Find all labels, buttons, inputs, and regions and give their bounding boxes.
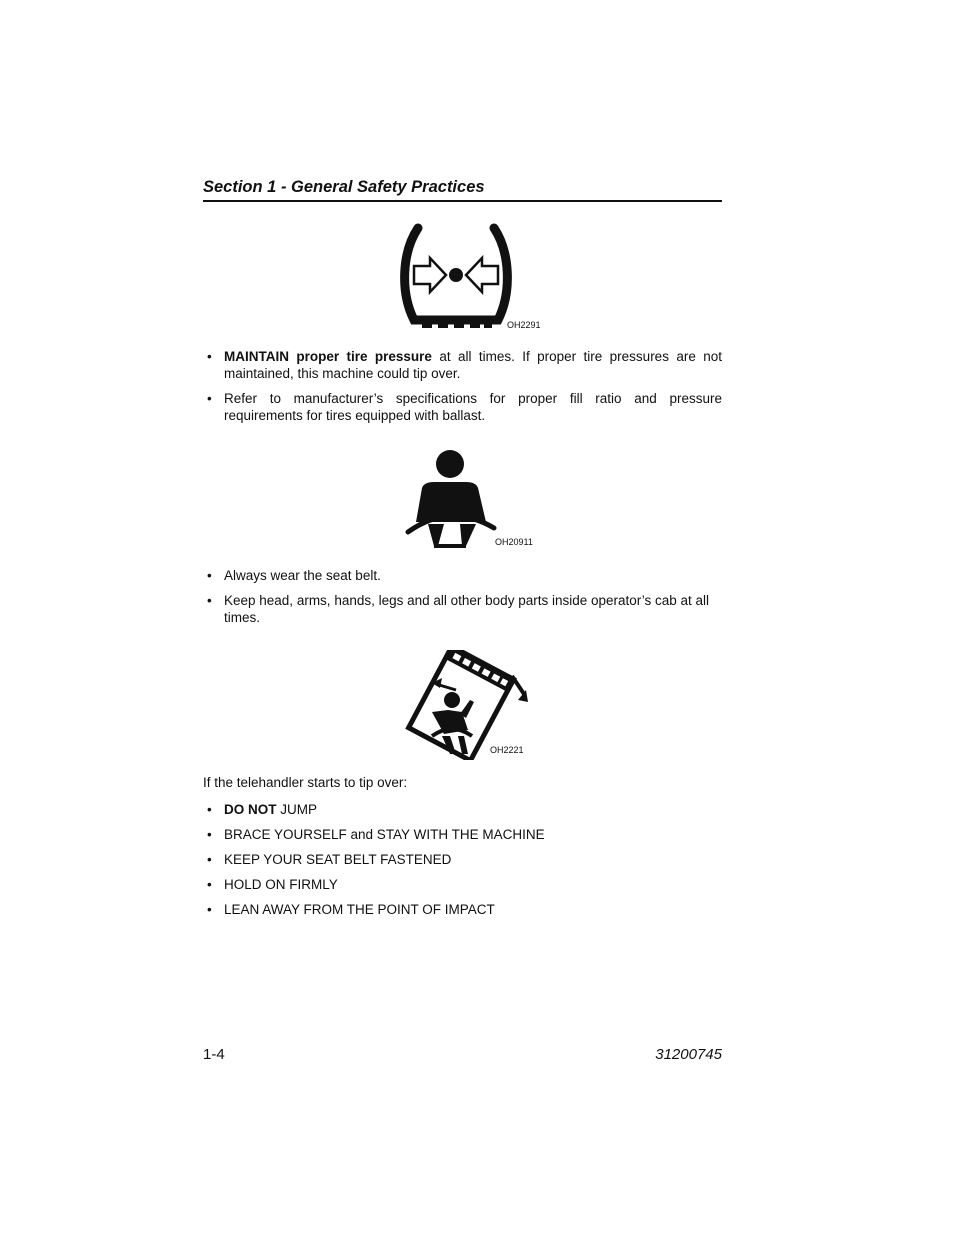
- page-number: 1-4: [203, 1046, 225, 1063]
- list-item: • Keep head, arms, hands, legs and all other body parts inside operator’s cab at all times.: [207, 593, 710, 625]
- cab-bullet-list: [203, 567, 722, 626]
- figure-caption-tipover: OH2221: [490, 745, 524, 755]
- document-number: 31200745: [655, 1046, 722, 1063]
- list-item: • Refer to manufacturer’s specifications for proper fill ratio and pressure requirements for tires equipped with ballast.: [207, 391, 722, 423]
- tip-intro-text: If the telehandler starts to tip over:: [203, 775, 408, 790]
- list-item: • BRACE YOURSELF and STAY WITH THE MACHINE: [207, 827, 545, 842]
- list-item: • KEEP YOUR SEAT BELT FASTENED: [207, 852, 452, 867]
- section-header: [203, 176, 722, 202]
- section-title: Section 1 - General Safety Practices: [203, 178, 485, 196]
- list-item: • MAINTAIN proper tire pressure at all times. If proper tire pressures are not maintained, this machine could tip over.: [207, 349, 722, 381]
- tip-bullet-list: [203, 801, 722, 918]
- list-item: • Always wear the seat belt.: [207, 568, 381, 583]
- list-item: • HOLD ON FIRMLY: [207, 877, 338, 892]
- list-item: • DO NOT JUMP: [207, 802, 317, 817]
- list-item: • LEAN AWAY FROM THE POINT OF IMPACT: [207, 902, 495, 917]
- tire-bullet-list: [203, 348, 722, 424]
- figure-caption-tire: OH2291: [507, 320, 541, 330]
- tire-pressure-icon: [396, 222, 516, 330]
- tip-over-icon: [396, 650, 532, 760]
- seat-belt-icon: [404, 450, 500, 548]
- figure-caption-seatbelt: OH20911: [495, 537, 533, 547]
